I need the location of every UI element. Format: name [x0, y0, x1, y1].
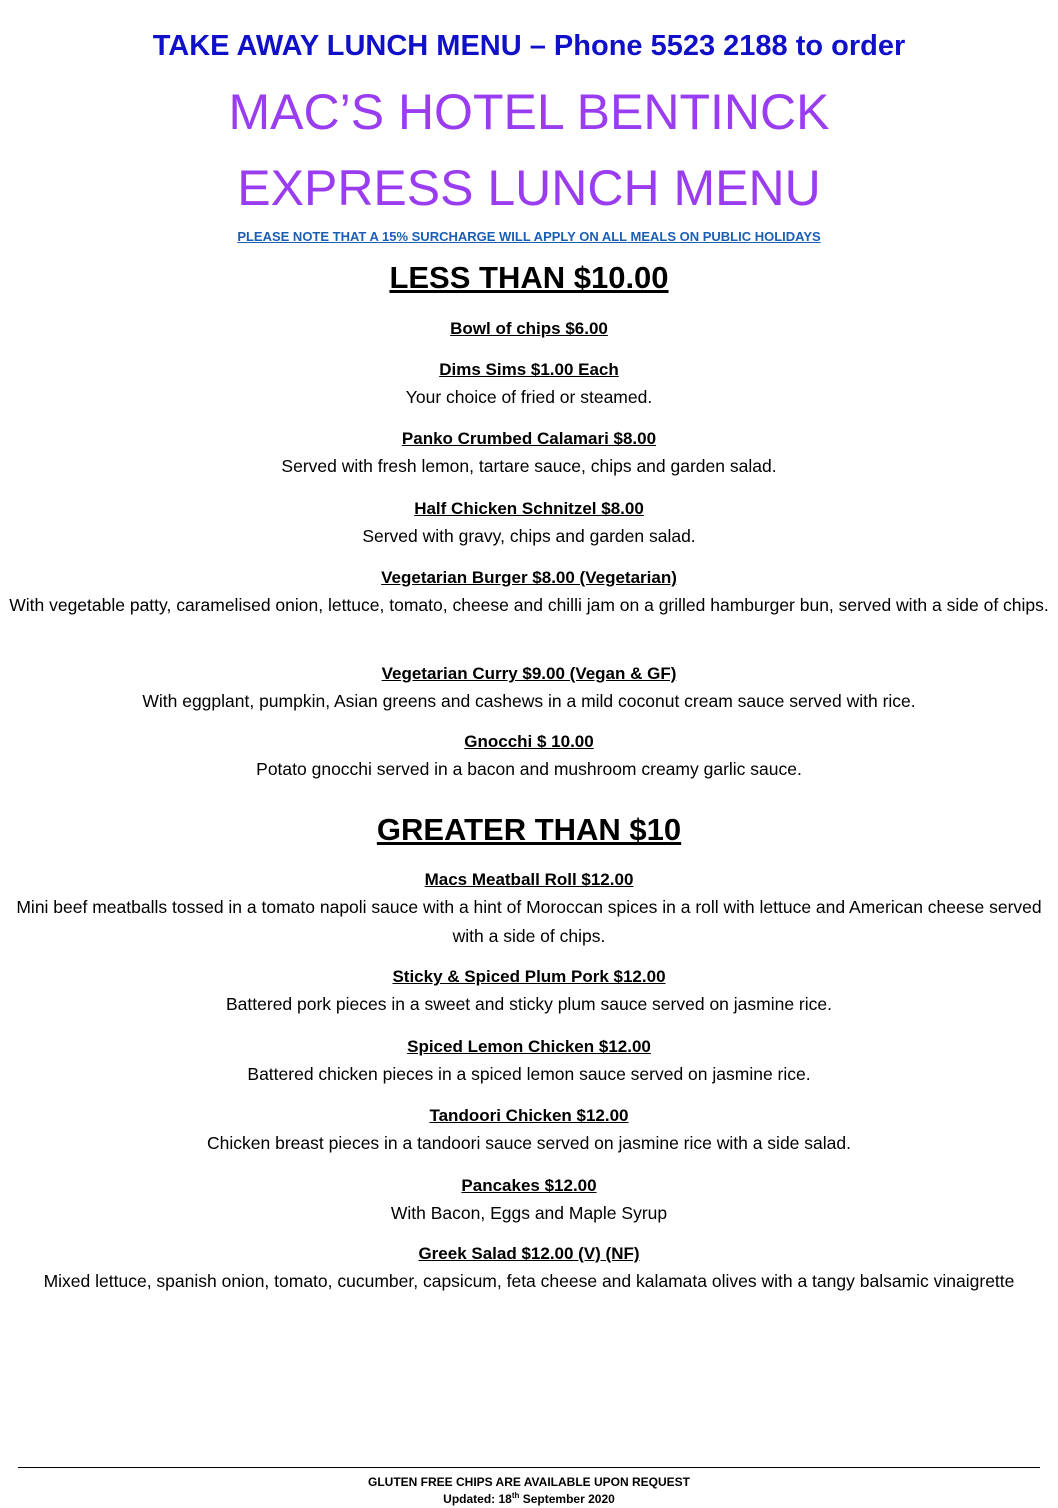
menu-item-title: Macs Meatball Roll $12.00 — [424, 870, 634, 889]
menu-item-title: Spiced Lemon Chicken $12.00 — [407, 1037, 651, 1056]
menu-item-title: Pancakes $12.00 — [461, 1176, 597, 1195]
menu-item-title: Vegetarian Curry $9.00 (Vegan & GF) — [381, 664, 677, 683]
section-title-greater-than-10: GREATER THAN $10 — [376, 812, 682, 847]
menu-item — [4, 869, 1054, 951]
menu-item — [14, 318, 1044, 340]
menu-item-title: Half Chicken Schnitzel $8.00 — [414, 499, 644, 518]
menu-item — [14, 731, 1044, 784]
menu-item-title: Sticky & Spiced Plum Pork $12.00 — [392, 967, 666, 986]
surcharge-notice: PLEASE NOTE THAT A 15% SURCHARGE WILL APPLY ON ALL MEALS ON PUBLIC HOLIDAYS — [237, 229, 821, 244]
updated-date — [0, 1491, 1058, 1508]
menu-item — [14, 359, 1044, 412]
menu-item — [24, 1243, 1034, 1296]
menu-item-description: With Bacon, Eggs and Maple Syrup — [390, 1203, 668, 1223]
order-line: TAKE AWAY LUNCH MENU – Phone 5523 2188 to order — [152, 30, 906, 62]
menu-item-title: Panko Crumbed Calamari $8.00 — [401, 429, 657, 448]
footer-divider — [18, 1467, 1040, 1468]
menu-item — [14, 428, 1044, 481]
hotel-name: MAC’S HOTEL BENTINCK — [228, 84, 830, 140]
menu-item-description: Mixed lettuce, spanish onion, tomato, cucumber, capsicum, feta cheese and kalamata olives with a tangy balsamic vinaigrette — [43, 1271, 1015, 1291]
menu-item-description: With vegetable patty, caramelised onion, lettuce, tomato, cheese and chilli jam on a grilled hamburger bun, served with a side of chips. — [9, 595, 1049, 615]
menu-item — [4, 567, 1054, 620]
menu-item — [14, 1036, 1044, 1089]
menu-item-description: Mini beef meatballs tossed in a tomato napoli sauce with a hint of Moroccan spices in a roll with lettuce and American cheese served with a side of chips. — [16, 897, 1042, 946]
menu-item-description: Battered chicken pieces in a spiced lemon sauce served on jasmine rice. — [247, 1064, 811, 1084]
updated-ordinal: th — [511, 1491, 520, 1500]
menu-item-title: Vegetarian Burger $8.00 (Vegetarian) — [381, 568, 677, 587]
menu-name: EXPRESS LUNCH MENU — [237, 160, 821, 216]
menu-item-title: Gnocchi $ 10.00 — [464, 732, 594, 751]
menu-item-title: Dims Sims $1.00 Each — [439, 360, 619, 379]
section-title-less-than-10: LESS THAN $10.00 — [389, 260, 669, 295]
updated-prefix: Updated: 18 — [443, 1492, 512, 1506]
menu-item-description: Battered pork pieces in a sweet and sticky plum sauce served on jasmine rice. — [226, 994, 832, 1014]
footer — [0, 1474, 1058, 1508]
menu-item-title: Greek Salad $12.00 (V) (NF) — [418, 1244, 640, 1263]
menu-item — [14, 1175, 1044, 1228]
menu-item-title: Bowl of chips $6.00 — [450, 319, 608, 338]
menu-item — [14, 498, 1044, 551]
menu-item — [14, 1105, 1044, 1158]
menu-item-description: Served with fresh lemon, tartare sauce, chips and garden salad. — [281, 456, 777, 476]
menu-item-description: Chicken breast pieces in a tandoori sauce served on jasmine rice with a side salad. — [207, 1133, 851, 1153]
menu-item-description: Potato gnocchi served in a bacon and mushroom creamy garlic sauce. — [256, 759, 802, 779]
menu-item — [14, 663, 1044, 716]
gluten-free-note: GLUTEN FREE CHIPS ARE AVAILABLE UPON REQUEST — [367, 1475, 691, 1489]
updated-rest: September 2020 — [519, 1492, 615, 1506]
menu-item-description: Served with gravy, chips and garden salad. — [362, 526, 696, 546]
menu-item — [14, 966, 1044, 1019]
menu-item-title: Tandoori Chicken $12.00 — [429, 1106, 629, 1125]
menu-item-description: Your choice of fried or steamed. — [405, 387, 653, 407]
menu-item-description: With eggplant, pumpkin, Asian greens and cashews in a mild coconut cream sauce served with rice. — [142, 691, 916, 711]
